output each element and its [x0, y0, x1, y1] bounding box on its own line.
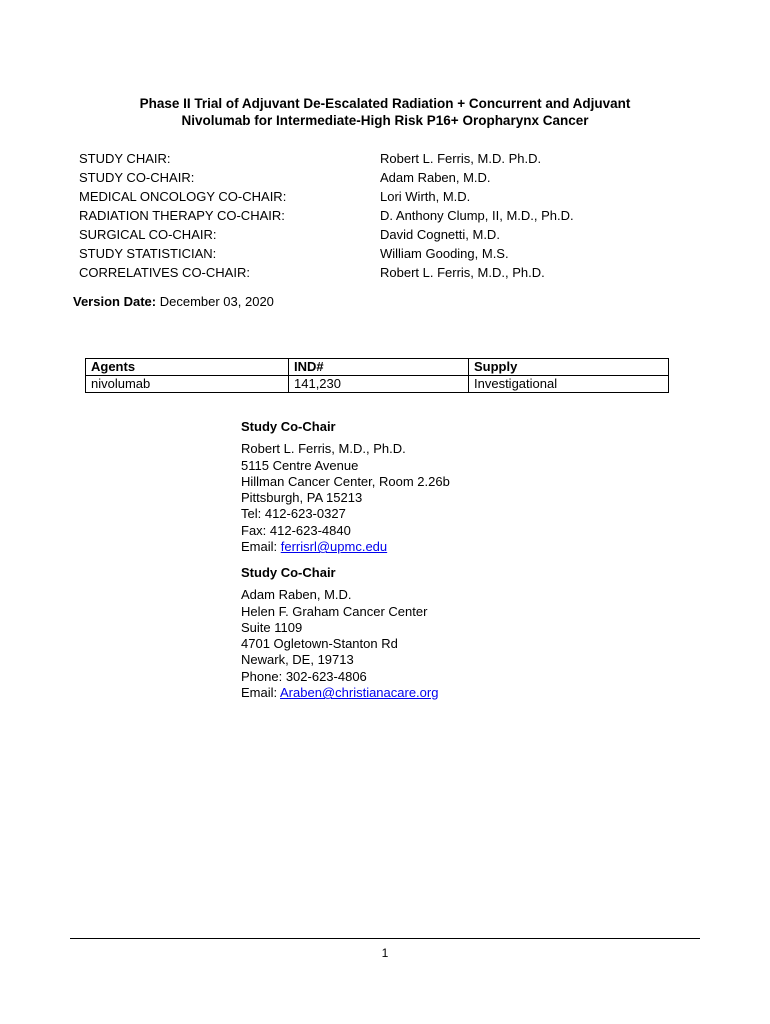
role-list [79, 149, 286, 282]
table-header-row [86, 359, 669, 376]
contact-line: 4701 Ogletown-Stanton Rd [241, 636, 398, 652]
table-header-cell: Supply [469, 359, 669, 376]
role-person-name: Robert L. Ferris, M.D. Ph.D. [380, 151, 542, 166]
role-label: MEDICAL ONCOLOGY CO-CHAIR: [79, 189, 287, 204]
version-date-value: December 03, 2020 [159, 294, 274, 309]
contact-email-line [241, 539, 450, 555]
role-person-name: Lori Wirth, M.D. [380, 189, 471, 204]
contact-line: Phone: 302-623-4806 [241, 668, 367, 684]
table-header-cell: IND# [289, 359, 469, 376]
role-person-name: Robert L. Ferris, M.D., Ph.D. [380, 265, 545, 280]
title-line-1: Phase II Trial of Adjuvant De-Escalated Radiation + Concurrent and Adjuvant [139, 96, 631, 111]
contact-line: Adam Raben, M.D. [241, 587, 352, 603]
title-line-2: Nivolumab for Intermediate-High Risk P16+ Oropharynx Cancer [181, 113, 589, 128]
contact-block-raben [241, 565, 438, 701]
name-list [380, 149, 574, 282]
role-person-name: David Cognetti, M.D. [380, 227, 500, 242]
contact-line: Pittsburgh, PA 15213 [241, 490, 363, 506]
version-date [73, 294, 274, 309]
role-person-name: William Gooding, M.S. [380, 246, 509, 261]
contact-line: Helen F. Graham Cancer Center [241, 603, 428, 619]
document-title [0, 95, 770, 129]
agents-table [85, 358, 669, 393]
contact-line: 5115 Centre Avenue [241, 457, 359, 473]
table-cell: nivolumab [86, 376, 289, 393]
contact-line: Suite 1109 [241, 619, 303, 635]
role-label: STUDY STATISTICIAN: [79, 246, 217, 261]
role-person-name: D. Anthony Clump, II, M.D., Ph.D. [380, 208, 574, 223]
contact-line: Newark, DE, 19713 [241, 652, 354, 668]
contact-line: Tel: 412-623-0327 [241, 506, 346, 522]
table-cell: 141,230 [289, 376, 469, 393]
contact-line: Fax: 412-623-4840 [241, 522, 351, 538]
contact-block-ferris [241, 419, 450, 555]
email-link[interactable]: Araben@christianacare.org [280, 685, 439, 701]
contact-heading: Study Co-Chair [241, 419, 336, 434]
role-label: CORRELATIVES CO-CHAIR: [79, 265, 250, 280]
role-person-name: Adam Raben, M.D. [380, 170, 491, 185]
version-date-label: Version Date: [73, 294, 157, 309]
table-header-cell: Agents [86, 359, 289, 376]
role-label: STUDY CHAIR: [79, 151, 171, 166]
email-label: Email: [241, 685, 281, 701]
role-label: SURGICAL CO-CHAIR: [79, 227, 217, 242]
email-link[interactable]: ferrisrl@upmc.edu [280, 539, 388, 555]
role-label: RADIATION THERAPY CO-CHAIR: [79, 208, 285, 223]
table-cell: Investigational [469, 376, 669, 393]
role-label: STUDY CO-CHAIR: [79, 170, 195, 185]
footer-divider [70, 938, 700, 939]
email-label: Email: [241, 539, 281, 555]
contact-line: Robert L. Ferris, M.D., Ph.D. [241, 441, 406, 457]
contact-email-line [241, 685, 438, 701]
contact-heading: Study Co-Chair [241, 565, 336, 580]
contact-line: Hillman Cancer Center, Room 2.26b [241, 473, 450, 489]
table-row [86, 376, 669, 393]
page-number: 1 [381, 946, 389, 960]
